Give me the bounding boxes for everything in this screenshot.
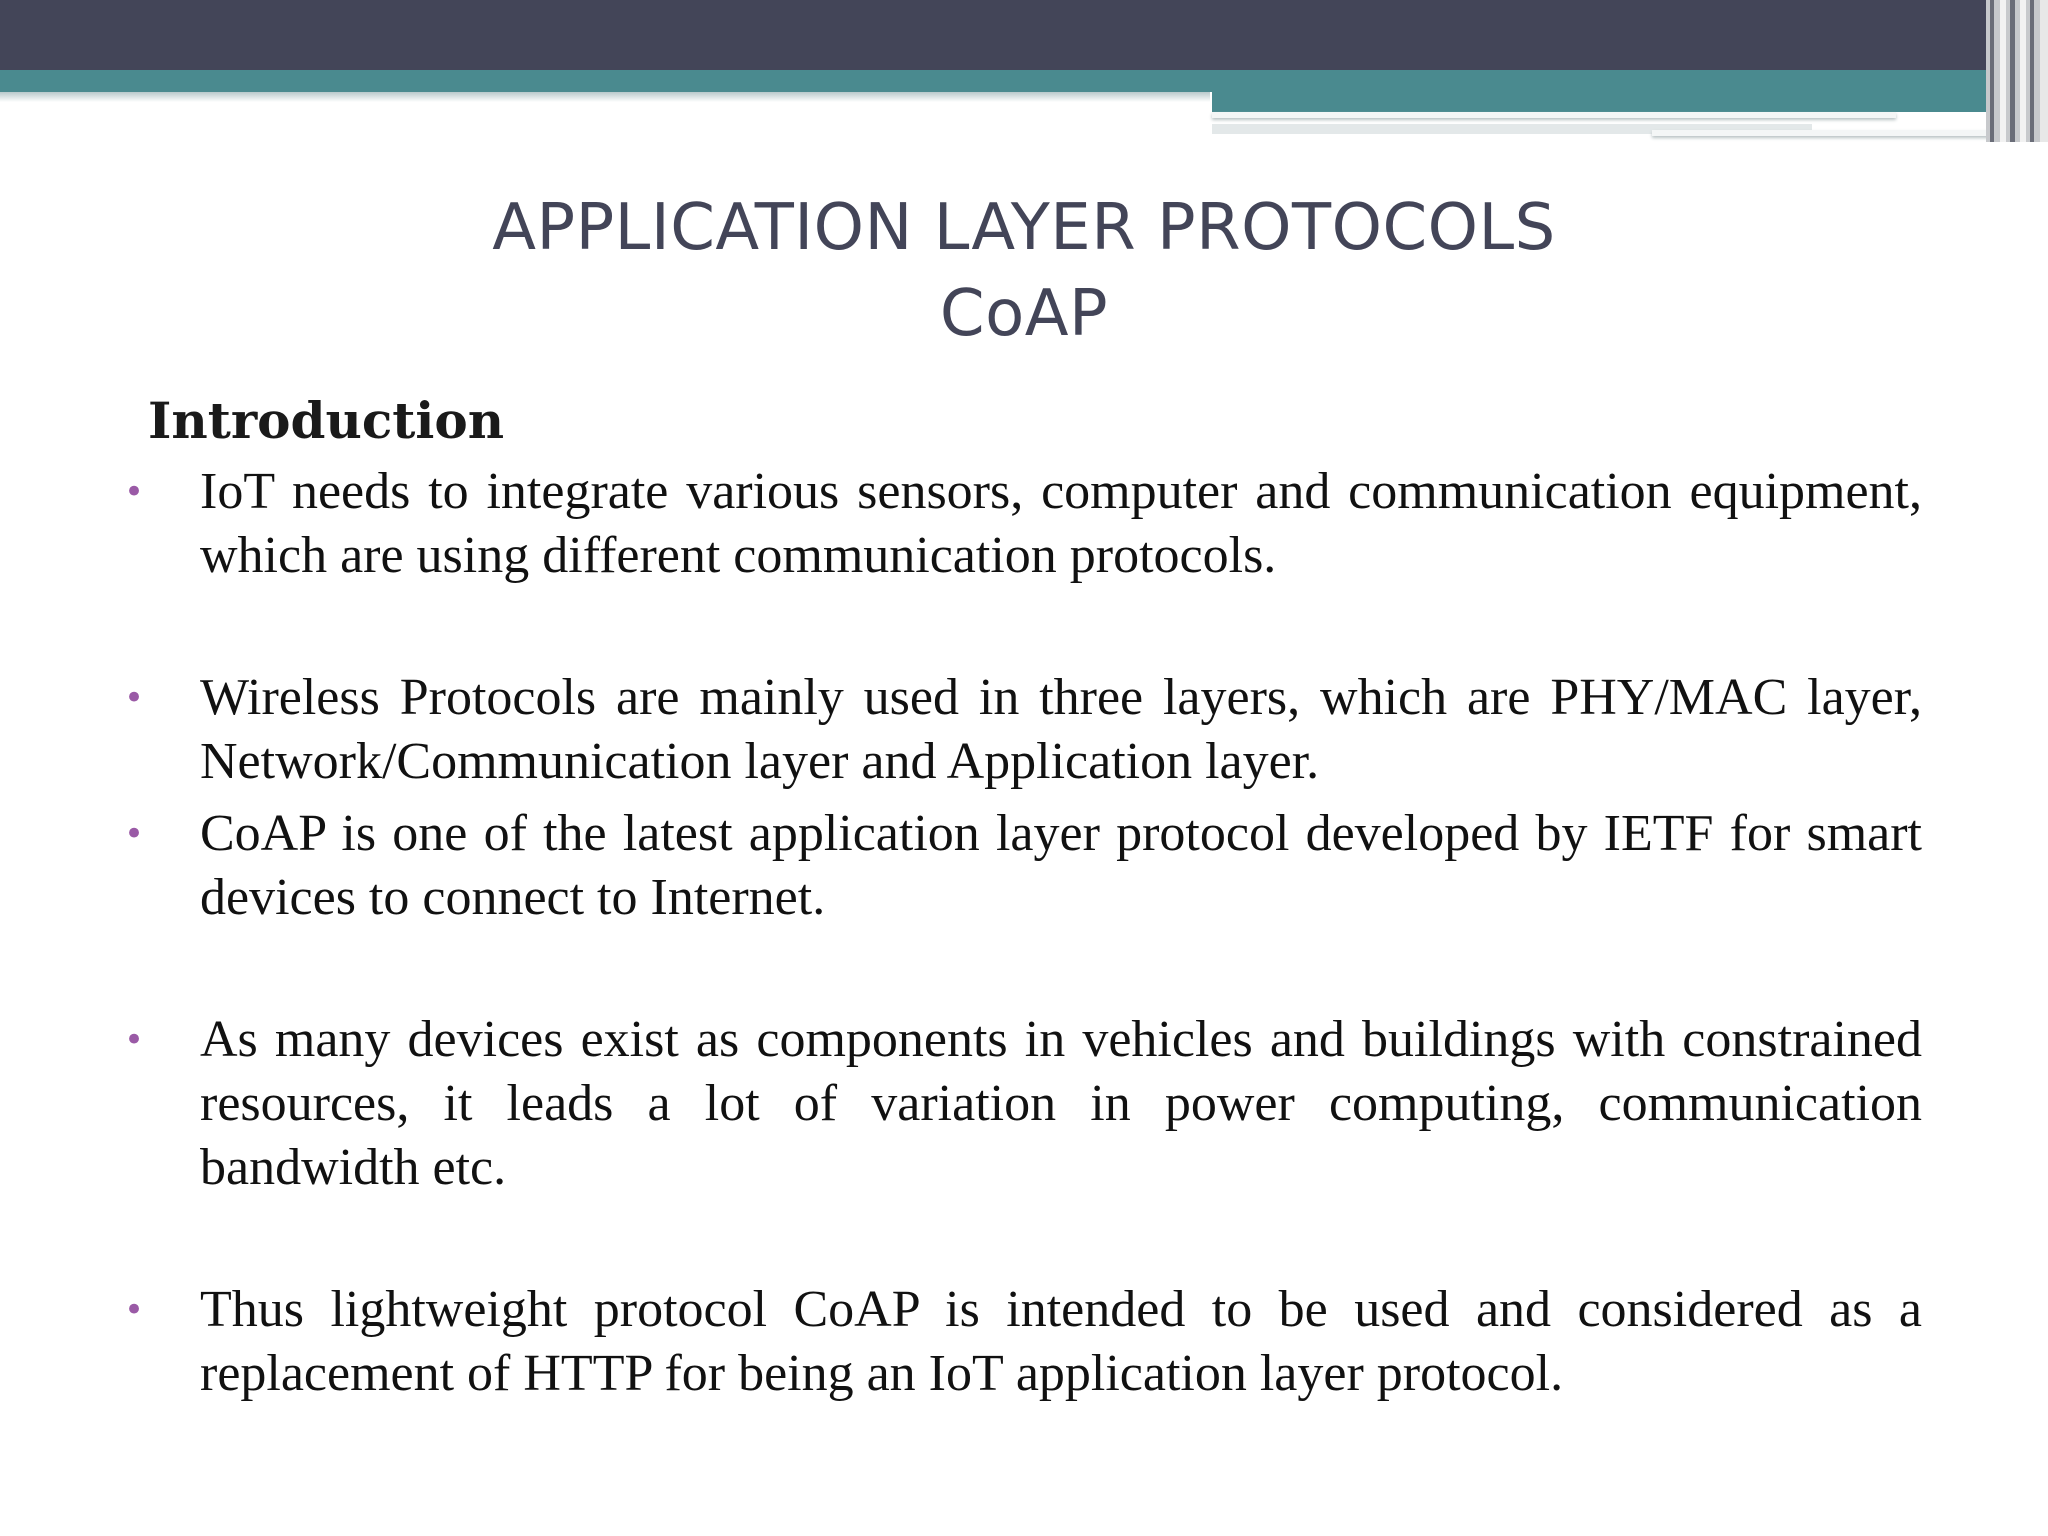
bullet-text: Wireless Protocols are mainly used in three layers, which are PHY/MAC layer, Network/Communication layer and Application layer. <box>200 669 1922 790</box>
header-accent-line <box>1212 112 1896 118</box>
bullet-text: As many devices exist as components in vehicles and buildings with constrained resources, it leads a lot of variation in power computing, communication bandwidth etc. <box>200 1011 1922 1196</box>
bullet-dot-icon: • <box>124 1020 145 1060</box>
section-heading: Introduction <box>148 391 505 450</box>
header-accent-line <box>1652 130 2012 136</box>
bullet-dot-icon: • <box>124 1290 145 1330</box>
bullet-text: IoT needs to integrate various sensors, computer and communication equipment, which are using different communication protocols. <box>200 463 1922 584</box>
slide-title-line-1: APPLICATION LAYER PROTOCOLS <box>492 191 1556 265</box>
slide-title-line-2: CoAP <box>939 277 1109 351</box>
header-band-step <box>1212 88 2030 112</box>
bullet-item <box>124 1008 1922 1200</box>
header-band-shadow <box>0 92 1210 102</box>
slide-title <box>0 185 2048 357</box>
bullet-item <box>124 460 1922 588</box>
bullet-item <box>124 802 1922 930</box>
header-stripes <box>1986 0 2048 142</box>
bullet-dot-icon: • <box>124 814 145 854</box>
bullet-item <box>124 1278 1922 1406</box>
header-band-dark <box>0 0 2048 70</box>
bullet-dot-icon: • <box>124 472 145 512</box>
bullet-item <box>124 666 1922 794</box>
bullet-text: Thus lightweight protocol CoAP is intended to be used and considered as a replacement of HTTP for being an IoT application layer protocol. <box>200 1281 1922 1402</box>
bullet-dot-icon: • <box>124 678 145 718</box>
bullet-text: CoAP is one of the latest application layer protocol developed by IETF for smart devices to connect to Internet. <box>200 805 1922 926</box>
